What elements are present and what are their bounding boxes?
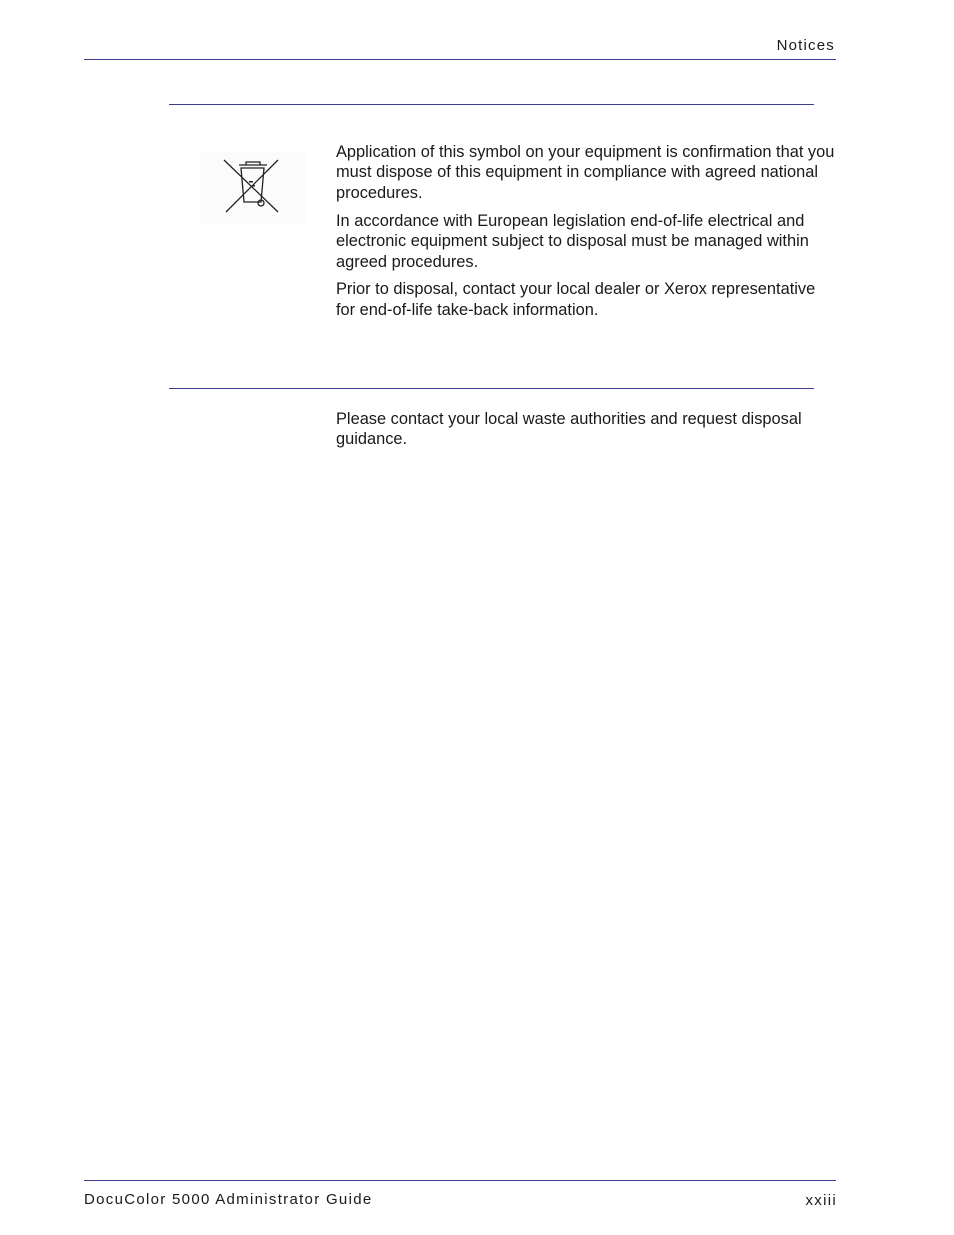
disposal-symbol-text xyxy=(336,142,836,328)
paragraph: Prior to disposal, contact your local dealer or Xerox representative for end-of-life take-back information. xyxy=(336,280,816,319)
paragraph: Application of this symbol on your equipment is confirmation that you must dispose of this equipment in compliance with agreed national procedures. xyxy=(336,143,835,202)
header-rule xyxy=(84,59,836,60)
paragraph: In accordance with European legislation end-of-life electrical and electronic equipment subject to disposal must be managed within agreed procedures. xyxy=(336,211,809,271)
section-rule xyxy=(169,104,814,105)
footer-guide-title: DocuColor 5000 Administrator Guide xyxy=(84,1191,373,1208)
footer-rule xyxy=(84,1180,836,1181)
crossed-out-wheeled-bin-icon xyxy=(200,152,305,224)
running-header: Notices xyxy=(776,37,835,54)
page-number: xxiii xyxy=(805,1192,837,1209)
section-rule xyxy=(169,388,814,389)
disposal-guidance-text xyxy=(336,409,836,457)
paragraph: Please contact your local waste authorities and request disposal guidance. xyxy=(336,410,802,449)
